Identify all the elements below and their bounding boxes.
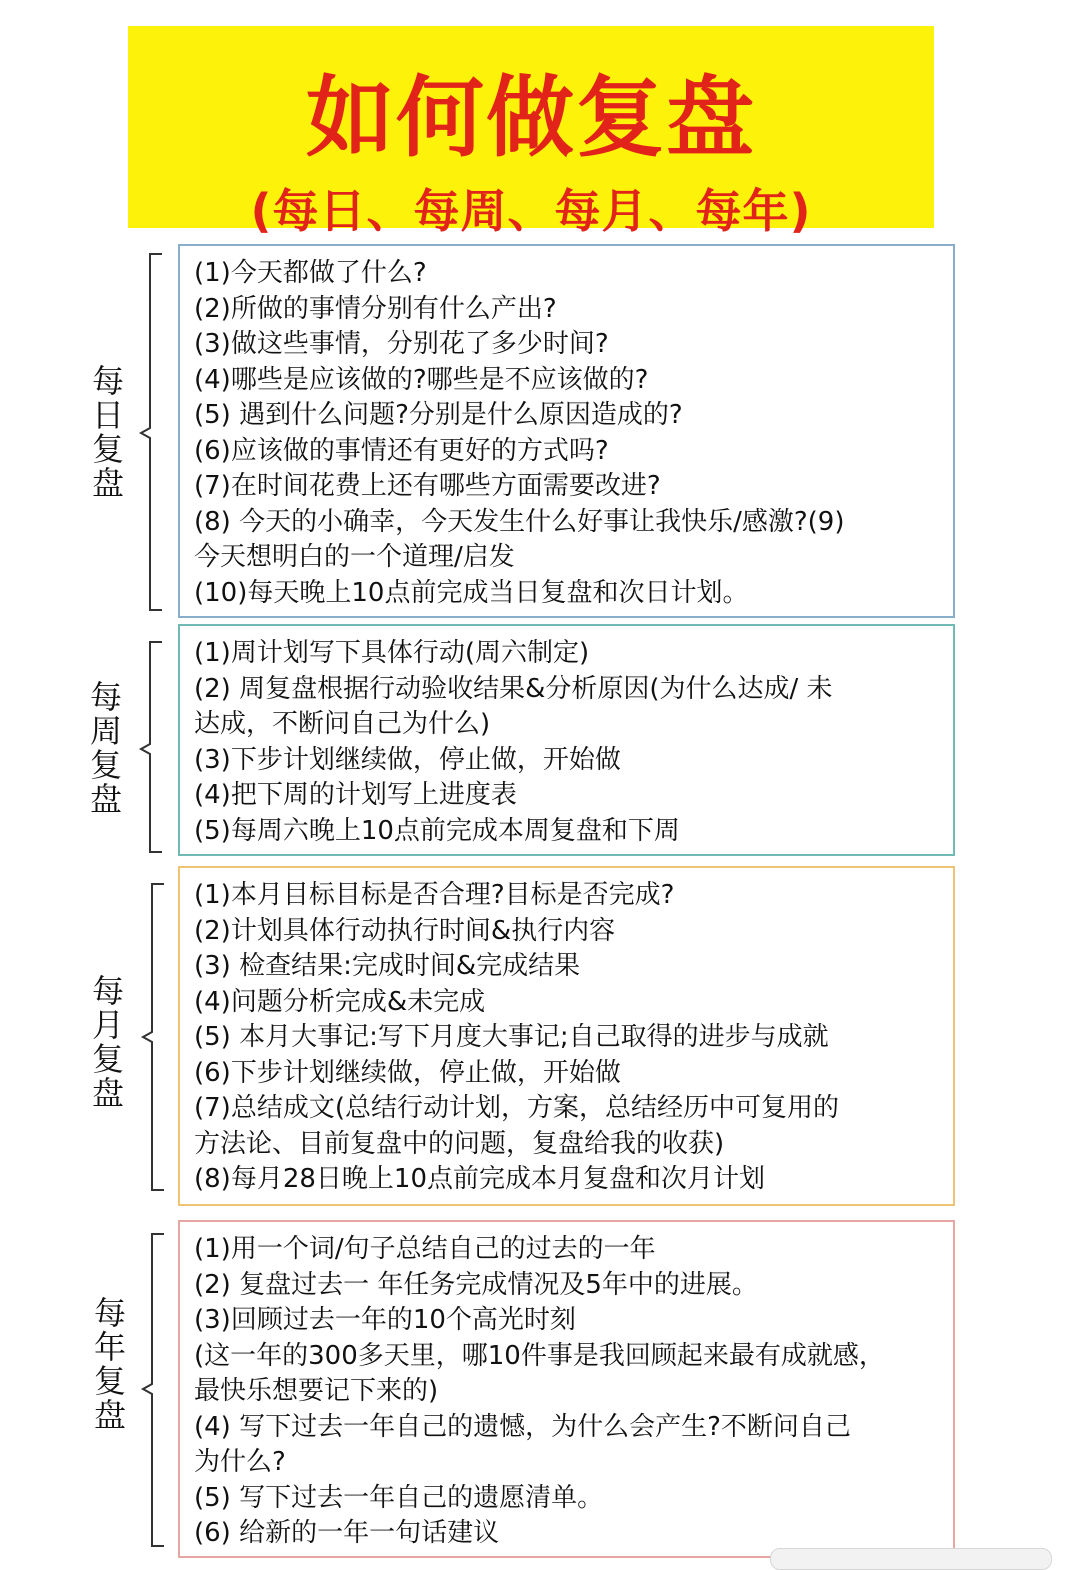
daily-item: (2)所做的事情分别有什么产出? <box>194 293 557 324</box>
weekly-item: (3)下步计划继续做，停止做，开始做 <box>194 744 621 775</box>
daily-item: (6)应该做的事情还有更好的方式吗? <box>194 435 609 466</box>
yearly-bracket <box>140 1232 170 1550</box>
yearly-review-label: 每 年 复 盘 <box>93 1294 126 1434</box>
monthly-item: (2)计划具体行动执行时间&执行内容 <box>194 915 616 946</box>
yearly-item: 为什么? <box>194 1447 286 1477</box>
yearly-item: (1)用一个词/句子总结自己的过去的一年 <box>194 1234 656 1264</box>
weekly-item: (1)周计划写下具体行动(周六制定) <box>194 638 590 668</box>
yearly-review-box <box>178 1220 955 1558</box>
page-subtitle: (每日、每周、每月、每年) <box>250 184 812 238</box>
yearly-item: (4) 写下过去一年自己的遗憾，为什么会产生?不断问自己 <box>194 1411 851 1442</box>
scroll-indicator[interactable] <box>770 1548 1052 1570</box>
daily-item: (3)做这些事情，分别花了多少时间? <box>194 329 609 359</box>
monthly-review-label: 每 月 复 盘 <box>91 972 124 1112</box>
daily-item: (4)哪些是应该做的?哪些是不应该做的? <box>194 364 649 395</box>
monthly-item: (6)下步计划继续做，停止做，开始做 <box>194 1057 621 1088</box>
weekly-review-box <box>178 624 955 856</box>
weekly-item: (4)把下周的计划写上进度表 <box>194 780 517 810</box>
yearly-item: (2) 复盘过去一 年任务完成情况及5年中的进展。 <box>194 1269 758 1300</box>
monthly-review-box <box>178 866 955 1206</box>
monthly-bracket <box>140 882 170 1194</box>
yearly-item: (5) 写下过去一年自己的遗愿清单。 <box>194 1482 604 1513</box>
daily-item: 今天想明白的一个道理/启发 <box>194 542 515 572</box>
daily-item: (7)在时间花费上还有哪些方面需要改进? <box>194 471 661 501</box>
monthly-item: 方法论、目前复盘中的问题，复盘给我的收获) <box>194 1128 725 1159</box>
monthly-item: (5) 本月大事记:写下月度大事记;自己取得的进步与成就 <box>194 1022 829 1052</box>
daily-review-label: 每 日 复 盘 <box>91 362 124 502</box>
weekly-item: (5)每周六晚上10点前完成本周复盘和下周 <box>194 815 680 846</box>
daily-bracket <box>138 252 168 614</box>
weekly-item: 达成，不断问自己为什么) <box>194 709 491 739</box>
weekly-review-label: 每 周 复 盘 <box>89 678 122 818</box>
monthly-item: (4)问题分析完成&未完成 <box>194 986 486 1017</box>
monthly-item: (8)每月28日晚上10点前完成本月复盘和次月计划 <box>194 1164 765 1194</box>
weekly-bracket <box>138 640 168 856</box>
yearly-item: 最快乐想要记下来的) <box>194 1376 439 1406</box>
daily-review-box <box>178 244 955 618</box>
monthly-item: (1)本月目标目标是否合理?目标是否完成? <box>194 880 675 910</box>
daily-item: (5) 遇到什么问题?分别是什么原因造成的? <box>194 400 683 430</box>
yearly-item: (3)回顾过去一年的10个高光时刻 <box>194 1305 576 1335</box>
monthly-item: (3) 检查结果:完成时间&完成结果 <box>194 951 581 981</box>
daily-item: (10)每天晚上10点前完成当日复盘和次日计划。 <box>194 577 749 608</box>
weekly-item: (2) 周复盘根据行动验收结果&分析原因(为什么达成/ 未 <box>194 673 833 704</box>
page-title: 如何做复盘 <box>305 66 756 169</box>
yearly-item: (6) 给新的一年一句话建议 <box>194 1518 500 1548</box>
daily-item: (1)今天都做了什么? <box>194 258 427 288</box>
daily-item: (8) 今天的小确幸，今天发生什么好事让我快乐/感激?(9) <box>194 506 845 537</box>
monthly-item: (7)总结成文(总结行动计划，方案，总结经历中可复用的 <box>194 1093 839 1123</box>
yearly-item: (这一年的300多天里，哪10件事是我回顾起来最有成就感， <box>194 1340 885 1371</box>
title-banner <box>128 26 934 238</box>
